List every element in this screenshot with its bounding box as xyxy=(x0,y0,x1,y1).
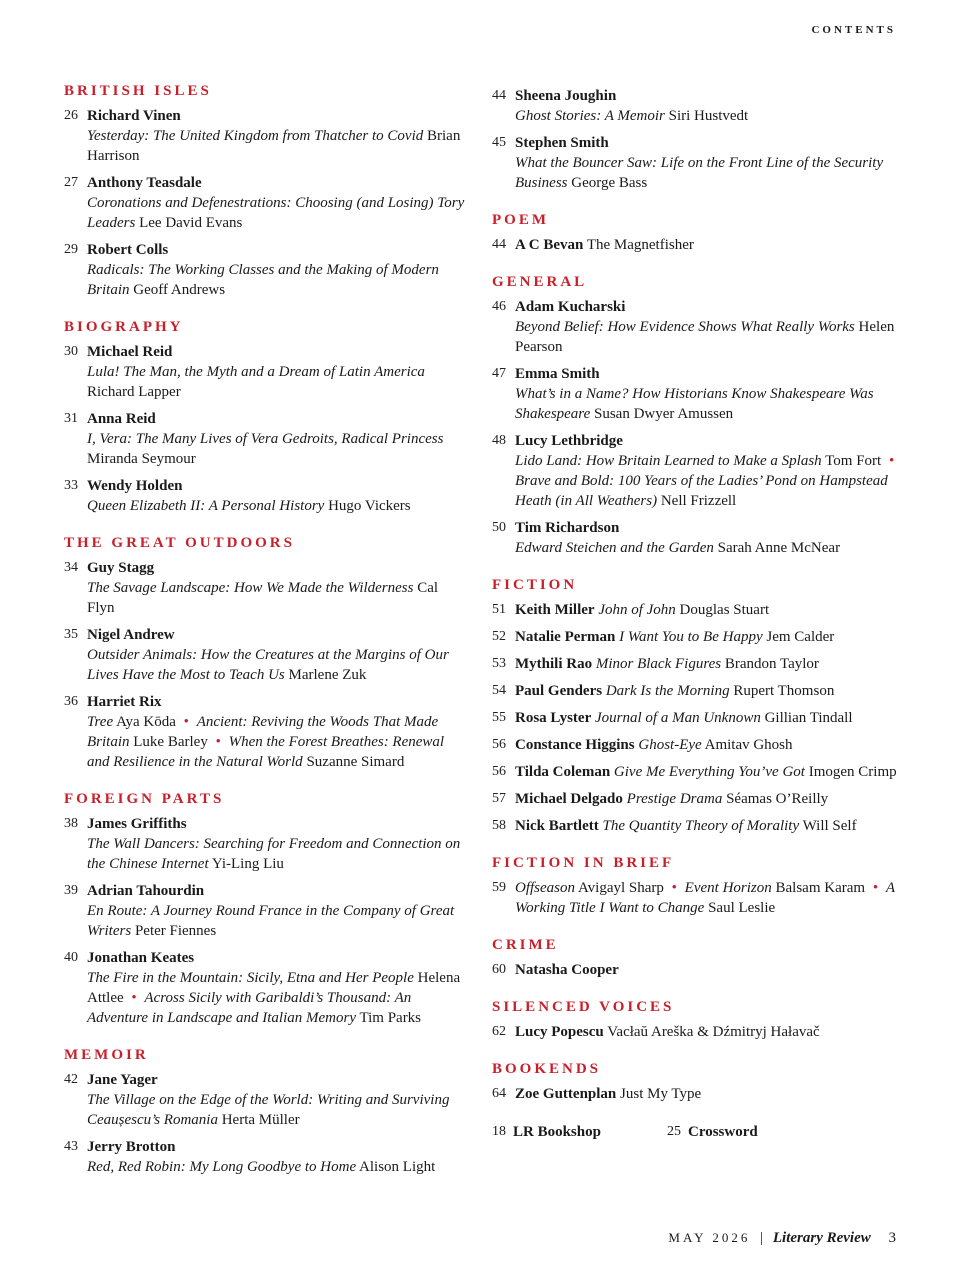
reviewer-name: Wendy Holden xyxy=(87,478,183,494)
left-column xyxy=(64,82,469,1195)
reviewer-name: Michael Delgado xyxy=(515,791,623,807)
entry-body xyxy=(515,297,912,357)
book-title: Brave and Bold: 100 Years of the Ladies’ Pond on Hampstead Heath (in All Weathers) xyxy=(515,473,888,509)
contents-entry[interactable] xyxy=(64,625,469,685)
page-number: 33 xyxy=(64,478,78,493)
contents-section xyxy=(64,790,469,1028)
contents-entry[interactable] xyxy=(492,789,912,809)
section-title: SILENCED VOICES xyxy=(492,999,675,1015)
book-title: Across Sicily with Garibaldi’s Thousand: An Adventure in Landscape and Italian Memory xyxy=(87,990,412,1026)
book-title: Ancient: Reviving the Woods That Made Britain xyxy=(87,714,439,750)
reviewer-name: Guy Stagg xyxy=(87,560,155,576)
extra-label: Crossword xyxy=(688,1124,758,1140)
page-number: 34 xyxy=(64,560,78,575)
book-author: Gillian Tindall xyxy=(764,710,853,726)
entry-body xyxy=(515,86,912,126)
entry-body xyxy=(87,1137,469,1177)
entry-body xyxy=(87,1070,469,1130)
contents-entry[interactable] xyxy=(492,86,912,126)
book-title: Give Me Everything You’ve Got xyxy=(613,764,805,780)
book-title: Lido Land: How Britain Learned to Make a Splash xyxy=(515,453,822,469)
entry-body xyxy=(87,240,469,300)
book-author: Suzanne Simard xyxy=(306,754,405,770)
contents-entry[interactable] xyxy=(64,881,469,941)
book-list xyxy=(87,126,469,166)
page-number: 45 xyxy=(492,135,506,150)
section-title: FOREIGN PARTS xyxy=(64,791,225,807)
book-author: Aya Kōda xyxy=(116,714,176,730)
entry-body xyxy=(87,106,469,166)
book-title: The Quantity Theory of Morality xyxy=(602,818,800,834)
entry-body xyxy=(87,948,469,1028)
section-title: BIOGRAPHY xyxy=(64,319,184,335)
book-author: Richard Lapper xyxy=(87,384,181,400)
book-author: Imogen Crimp xyxy=(808,764,897,780)
page-number: 54 xyxy=(492,683,506,698)
contents-entry[interactable] xyxy=(492,762,912,782)
book-title: Journal of a Man Unknown xyxy=(595,710,761,726)
contents-entry[interactable] xyxy=(64,558,469,618)
reviewer-name: Sheena Joughin xyxy=(515,88,617,104)
book-author: Sarah Anne McNear xyxy=(717,540,841,556)
reviewer-name: Jonathan Keates xyxy=(87,950,195,966)
book-list xyxy=(515,106,912,126)
entry-body xyxy=(87,409,469,469)
section-title: FICTION xyxy=(492,577,578,593)
book-title: What the Bouncer Saw: Life on the Front Line of the Security Business xyxy=(515,155,884,191)
book-title: Ghost Stories: A Memoir xyxy=(515,108,665,124)
contents-section xyxy=(492,854,912,918)
reviewer-name: Stephen Smith xyxy=(515,135,609,151)
book-author: Brandon Taylor xyxy=(724,656,819,672)
contents-entry[interactable] xyxy=(64,692,469,772)
book-author: Rupert Thomson xyxy=(733,683,835,699)
reviewer-name: Tilda Coleman xyxy=(515,764,611,780)
section-title: THE GREAT OUTDOORS xyxy=(64,535,295,551)
page-number: 30 xyxy=(64,344,78,359)
entry-body xyxy=(515,816,912,836)
contents-entry[interactable] xyxy=(64,1137,469,1177)
page-number: 35 xyxy=(64,627,78,642)
entry-body xyxy=(515,654,912,674)
book-list xyxy=(87,578,469,618)
page-number: 31 xyxy=(64,411,78,426)
book-title: A Working Title I Want to Change xyxy=(515,880,895,916)
book-list xyxy=(87,429,469,469)
book-author: Séamas O’Reilly xyxy=(726,791,829,807)
issue-date: MAY 2026 xyxy=(668,1230,751,1245)
reviewer-name: Nigel Andrew xyxy=(87,627,175,643)
bullet-separator: • xyxy=(888,453,895,469)
book-list xyxy=(87,645,469,685)
entry-body xyxy=(515,518,912,558)
contents-entry[interactable] xyxy=(64,476,469,516)
bullet-separator: • xyxy=(183,714,189,730)
reviewer-name: Adrian Tahourdin xyxy=(87,883,205,899)
book-author: Avigayl Sharp xyxy=(577,880,664,896)
page-number: 3 xyxy=(888,1230,896,1246)
reviewer-name: Adam Kucharski xyxy=(515,299,626,315)
page-number: 56 xyxy=(492,764,506,779)
book-title: Outsider Animals: How the Creatures at the Margins of Our Lives Have the Most to Teach Us xyxy=(87,647,449,683)
page-number: 62 xyxy=(492,1024,506,1039)
book-title: The Fire in the Mountain: Sicily, Etna and Her People xyxy=(87,970,414,986)
entry-body xyxy=(515,735,912,755)
book-title: Edward Steichen and the Garden xyxy=(515,540,714,556)
bullet-separator: • xyxy=(671,880,677,896)
section-title: CRIME xyxy=(492,937,559,953)
reviewer-name: Harriet Rix xyxy=(87,694,162,710)
contents-entry[interactable] xyxy=(492,654,912,674)
page-number: 43 xyxy=(64,1139,78,1154)
contents-entry[interactable] xyxy=(492,133,912,193)
page-number: 44 xyxy=(492,237,506,252)
book-title: Prestige Drama xyxy=(626,791,723,807)
book-list xyxy=(87,834,469,874)
contents-section xyxy=(492,576,912,836)
contents-entry[interactable] xyxy=(492,518,912,558)
book-title: The Wall Dancers: Searching for Freedom and Connection on the Chinese Internet xyxy=(87,836,461,872)
book-author: Luke Barley xyxy=(133,734,208,750)
page-number: 29 xyxy=(64,242,78,257)
contents-entry[interactable] xyxy=(492,364,912,424)
book-title: Beyond Belief: How Evidence Shows What Really Works xyxy=(515,319,855,335)
book-author: Susan Dwyer Amussen xyxy=(594,406,734,422)
book-list xyxy=(87,193,469,233)
entry-body xyxy=(515,762,912,782)
reviewer-name: Anna Reid xyxy=(87,411,156,427)
book-title: The Savage Landscape: How We Made the Wilderness xyxy=(87,580,414,596)
reviewer-name: Paul Genders xyxy=(515,683,603,699)
contents-entry[interactable] xyxy=(492,1022,912,1042)
reviewer-name: Anthony Teasdale xyxy=(87,175,202,191)
contents-section xyxy=(492,998,912,1042)
reviewer-name: Michael Reid xyxy=(87,344,173,360)
book-title: I, Vera: The Many Lives of Vera Gedroits, Radical Princess xyxy=(87,431,444,447)
book-title: What’s in a Name? How Historians Know Shakespeare Was Shakespeare xyxy=(515,386,874,422)
reviewer-name: Nick Bartlett xyxy=(515,818,599,834)
page-number: 42 xyxy=(64,1072,78,1087)
book-title: Ghost-Eye xyxy=(638,737,702,753)
entry-body xyxy=(515,627,912,647)
contents-entry[interactable] xyxy=(492,600,912,620)
page-number: 50 xyxy=(492,520,506,535)
book-title: Radicals: The Working Classes and the Making of Modern Britain xyxy=(87,262,439,298)
page-number: 39 xyxy=(64,883,78,898)
book-title: Queen Elizabeth II: A Personal History xyxy=(87,498,325,514)
entry-body xyxy=(87,881,469,941)
contents-entry[interactable] xyxy=(64,106,469,166)
page-footer xyxy=(668,1230,896,1247)
entry-body xyxy=(515,960,912,980)
contents-section xyxy=(492,936,912,980)
book-author: George Bass xyxy=(571,175,648,191)
reviewer-name: Mythili Rao xyxy=(515,656,593,672)
contents-section xyxy=(64,534,469,772)
book-list xyxy=(515,384,912,424)
page-number: 51 xyxy=(492,602,506,617)
book-title: The Village on the Edge of the World: Writing and Surviving Ceaușescu’s Romania xyxy=(87,1092,450,1128)
right-column xyxy=(492,86,912,1142)
reviewer-name: Constance Higgins xyxy=(515,737,635,753)
bullet-separator: • xyxy=(131,990,137,1006)
entry-body xyxy=(87,173,469,233)
contents-section xyxy=(64,1046,469,1177)
contents-section xyxy=(492,86,912,193)
book-list xyxy=(515,153,912,193)
page-number: 38 xyxy=(64,816,78,831)
reviewer-name: Tim Richardson xyxy=(515,520,620,536)
book-author: Douglas Stuart xyxy=(679,602,770,618)
entry-body xyxy=(515,431,912,511)
extras-row xyxy=(492,1122,912,1142)
page-number: 40 xyxy=(64,950,78,965)
contents-entry[interactable] xyxy=(64,240,469,300)
book-list xyxy=(87,712,469,772)
book-author: Jem Calder xyxy=(766,629,835,645)
contents-entry[interactable] xyxy=(492,297,912,357)
book-title: John of John xyxy=(598,602,676,618)
reviewer-name: Robert Colls xyxy=(87,242,169,258)
entry-body xyxy=(515,789,912,809)
reviewer-name: Jerry Brotton xyxy=(87,1139,176,1155)
contents-section xyxy=(64,318,469,516)
page-number: 36 xyxy=(64,694,78,709)
entry-body xyxy=(87,625,469,685)
contents-entry[interactable] xyxy=(64,1070,469,1130)
book-title: Dark Is the Morning xyxy=(605,683,730,699)
poem-or-topic: Just My Type xyxy=(620,1086,702,1102)
contents-entry[interactable] xyxy=(64,173,469,233)
book-author: Marlene Zuk xyxy=(288,667,367,683)
book-author: Balsam Karam xyxy=(775,880,866,896)
entry-body xyxy=(515,364,912,424)
contents-entry[interactable] xyxy=(64,814,469,874)
contents-entry[interactable] xyxy=(492,431,912,511)
book-author: Nell Frizzell xyxy=(660,493,737,509)
contents-entry[interactable] xyxy=(64,948,469,1028)
book-title: Minor Black Figures xyxy=(595,656,722,672)
reviewer-name: Emma Smith xyxy=(515,366,600,382)
reviewer-name: A C Bevan xyxy=(515,237,584,253)
book-author: Helena Attlee xyxy=(87,970,461,1006)
book-title: Offseason xyxy=(515,880,575,896)
reviewer-name: Zoe Guttenplan xyxy=(515,1086,617,1102)
page-number: 48 xyxy=(492,433,506,448)
book-title: Yesterday: The United Kingdom from Thatcher to Covid xyxy=(87,128,424,144)
page-number: 64 xyxy=(492,1086,506,1101)
reviewer-name: Lucy Lethbridge xyxy=(515,433,623,449)
reviewer-name: Natasha Cooper xyxy=(515,962,619,978)
section-title: BRITISH ISLES xyxy=(64,83,212,99)
book-author: Will Self xyxy=(802,818,857,834)
book-list xyxy=(87,1090,469,1130)
contents-entry[interactable] xyxy=(492,816,912,836)
entry-body xyxy=(87,692,469,772)
entry-body xyxy=(87,342,469,402)
page-number: 56 xyxy=(492,737,506,752)
book-author: Herta Müller xyxy=(221,1112,300,1128)
book-author: Siri Hustvedt xyxy=(668,108,749,124)
page-number: 46 xyxy=(492,299,506,314)
contents-entry[interactable] xyxy=(492,960,912,980)
book-title: En Route: A Journey Round France in the Company of Great Writers xyxy=(87,903,455,939)
page-number: 57 xyxy=(492,791,506,806)
contents-section xyxy=(492,1060,912,1104)
book-author: Cal Flyn xyxy=(87,580,439,616)
bullet-separator: • xyxy=(215,734,221,750)
bullet-separator: • xyxy=(872,880,879,896)
contents-entry[interactable] xyxy=(64,342,469,402)
contents-header: CONTENTS xyxy=(811,24,896,36)
entry-body xyxy=(87,476,469,516)
book-author: Hugo Vickers xyxy=(328,498,411,514)
contents-section xyxy=(492,273,912,558)
page-number: 47 xyxy=(492,366,506,381)
book-title: Coronations and Defenestrations: Choosing (and Losing) Tory Leaders xyxy=(87,195,465,231)
book-author: Miranda Seymour xyxy=(87,451,196,467)
entry-body xyxy=(515,133,912,193)
book-title: Event Horizon xyxy=(684,880,772,896)
reviewer-name: Rosa Lyster xyxy=(515,710,592,726)
footer-separator: | xyxy=(760,1230,764,1246)
book-list xyxy=(515,317,912,357)
contents-section xyxy=(64,82,469,300)
book-list xyxy=(87,260,469,300)
contents-entry[interactable] xyxy=(492,681,912,701)
book-list xyxy=(87,496,469,516)
book-list xyxy=(515,451,912,511)
entry-body xyxy=(87,558,469,618)
book-author: Amitav Ghosh xyxy=(704,737,793,753)
section-title: GENERAL xyxy=(492,274,588,290)
section-title: FICTION IN BRIEF xyxy=(492,855,675,871)
book-author: Helen Pearson xyxy=(515,319,895,355)
book-title: Red, Red Robin: My Long Goodbye to Home xyxy=(87,1159,357,1175)
page-number: 27 xyxy=(64,175,78,190)
entry-body xyxy=(515,1022,912,1042)
book-list xyxy=(87,901,469,941)
reviewer-name: Lucy Popescu xyxy=(515,1024,604,1040)
page-number: 25 xyxy=(667,1124,681,1139)
book-title: I Want You to Be Happy xyxy=(619,629,763,645)
contents-entry[interactable] xyxy=(492,708,912,728)
page-number: 18 xyxy=(492,1124,506,1139)
magazine-title: Literary Review xyxy=(772,1230,871,1246)
extra-item[interactable] xyxy=(667,1122,842,1142)
book-author: Lee David Evans xyxy=(139,215,243,231)
extra-item[interactable] xyxy=(492,1122,667,1142)
entry-body xyxy=(515,235,912,255)
contents-entry[interactable] xyxy=(64,409,469,469)
contents-entry[interactable] xyxy=(492,627,912,647)
book-author: Geoff Andrews xyxy=(133,282,226,298)
extra-label: LR Bookshop xyxy=(513,1124,601,1140)
page-number: 53 xyxy=(492,656,506,671)
entry-body xyxy=(515,708,912,728)
section-title: POEM xyxy=(492,212,549,228)
poem-or-topic: Vacłaŭ Areška & Dźmitryj Hałavač xyxy=(607,1024,820,1040)
book-author: Peter Fiennes xyxy=(134,923,217,939)
poem-or-topic: The Magnetfisher xyxy=(586,237,694,253)
section-title: BOOKENDS xyxy=(492,1061,602,1077)
book-title: Lula! The Man, the Myth and a Dream of Latin America xyxy=(87,364,425,380)
entry-body xyxy=(87,814,469,874)
contents-entry[interactable] xyxy=(492,235,912,255)
entry-body xyxy=(515,681,912,701)
section-title: MEMOIR xyxy=(64,1047,149,1063)
reviewer-name: Natalie Perman xyxy=(515,629,616,645)
page-number: 52 xyxy=(492,629,506,644)
page-number: 44 xyxy=(492,88,506,103)
book-list xyxy=(515,538,912,558)
book-author: Alison Light xyxy=(359,1159,436,1175)
reviewer-name: Keith Miller xyxy=(515,602,595,618)
contents-entry[interactable] xyxy=(492,735,912,755)
contents-entry[interactable] xyxy=(492,1084,912,1104)
entry-body xyxy=(515,1084,912,1104)
entry-body xyxy=(515,878,912,918)
page-number: 55 xyxy=(492,710,506,725)
page-number: 58 xyxy=(492,818,506,833)
book-author: Saul Leslie xyxy=(708,900,776,916)
book-list xyxy=(87,1157,469,1177)
book-author: Brian Harrison xyxy=(87,128,461,164)
book-author: Yi-Ling Liu xyxy=(211,856,284,872)
entry-body xyxy=(515,600,912,620)
book-list xyxy=(87,968,469,1028)
book-list xyxy=(87,362,469,402)
book-title: Tree xyxy=(87,714,114,730)
reviewer-name: James Griffiths xyxy=(87,816,187,832)
page-number: 26 xyxy=(64,108,78,123)
book-title: When the Forest Breathes: Renewal and Resilience in the Natural World xyxy=(87,734,445,770)
book-author: Tom Fort xyxy=(825,453,882,469)
reviewer-name: Jane Yager xyxy=(87,1072,158,1088)
page-number: 59 xyxy=(492,880,506,895)
page-number: 60 xyxy=(492,962,506,977)
contents-section xyxy=(492,211,912,255)
reviewer-name: Richard Vinen xyxy=(87,108,181,124)
contents-entry[interactable] xyxy=(492,878,912,918)
book-author: Tim Parks xyxy=(359,1010,422,1026)
